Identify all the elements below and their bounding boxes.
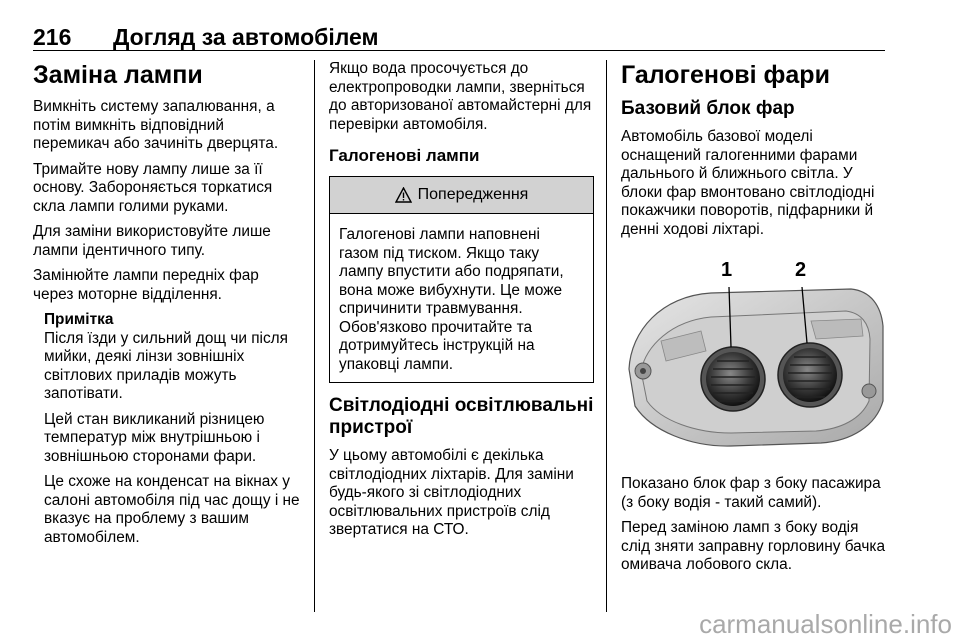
warning-text: Галогенові лампи наповнені газом під тиском. Якщо таку лампу впустити або подряпати, вона може вибухнути. Це може спричинити травмування. Обов'язково прочитайте та дотримуйтесь інструкцій на упаковці лампи.	[339, 226, 564, 373]
paragraph: Перед заміною ламп з боку водія слід зняти заправну горловину бачка омивача лобового скла.	[621, 519, 886, 573]
column-divider	[314, 60, 315, 612]
note-title: Примітка	[44, 311, 114, 328]
headlamp-illustration	[621, 251, 886, 461]
note-paragraph: Цей стан викликаний різницею температур між внутрішньою і зовнішньою сторонами фари.	[44, 410, 265, 465]
paragraph: Для заміни використовуйте лише лампи ідентичного типу.	[33, 223, 271, 259]
column-3	[621, 60, 886, 582]
paragraph: Замінюйте лампи передніх фар через моторне відділення.	[33, 267, 259, 303]
note-paragraph: Після їзди у сильний дощ чи після мийки, деякі лінзи зовнішніх світлових приладів можуть запотівати.	[44, 329, 288, 402]
column-1	[33, 60, 301, 554]
paragraph: Якщо вода просочується до електропроводки лампи, зверніться до авторизованої автомайстерні для перевірки автомобіля.	[329, 60, 592, 133]
paragraph: Автомобіль базової моделі оснащений галогенними фарами дальнього й ближнього світла. У блоки фар вмонтовано світлодіодні покажчики поворотів, підфарники й денні ходові ліхтарі.	[621, 128, 875, 238]
note-paragraph: Це схоже на конденсат на вікнах у салоні автомобіля під час дощу і не вказує на проблему з вашим автомобілем.	[44, 473, 300, 546]
section-heading: Галогенові фари	[621, 61, 830, 89]
paragraph: Тримайте нову лампу лише за її основу. Забороняється торкатися скла лампи голими руками.	[33, 160, 273, 215]
warning-triangle-icon	[395, 187, 412, 203]
warning-title: Попередження	[417, 186, 529, 203]
warning-header	[330, 177, 593, 214]
subheading: Базовий блок фар	[621, 98, 795, 119]
watermark: carmanualsonline.info	[699, 609, 952, 639]
page-title: Догляд за автомобілем	[113, 24, 379, 50]
callout-label-2: 2	[795, 259, 807, 281]
column-divider	[606, 60, 607, 612]
section-heading-2: Світлодіодні освітлювальні пристрої	[329, 395, 594, 438]
paragraph: У цьому автомобілі є декілька світлодіодних ліхтарів. Для заміни будь-якого зі світлодіодних освітлювальних пристроїв слід звертатися на СТО.	[329, 447, 574, 538]
paragraph: Показано блок фар з боку пасажира (з боку водія - такий самий).	[621, 475, 881, 511]
subheading: Галогенові лампи	[329, 146, 480, 165]
section-heading: Заміна лампи	[33, 61, 203, 89]
warning-body	[330, 214, 593, 382]
warning-box	[329, 176, 594, 383]
paragraph: Вимкніть систему запалювання, а потім вимкніть відповідний перемикач або зачиніть дверцята.	[33, 98, 279, 152]
callout-label-1: 1	[721, 259, 733, 281]
headlamp-figure	[621, 251, 886, 461]
page-number: 216	[33, 24, 72, 50]
page-header	[33, 26, 885, 51]
column-2	[329, 60, 594, 547]
note-block	[33, 311, 301, 547]
